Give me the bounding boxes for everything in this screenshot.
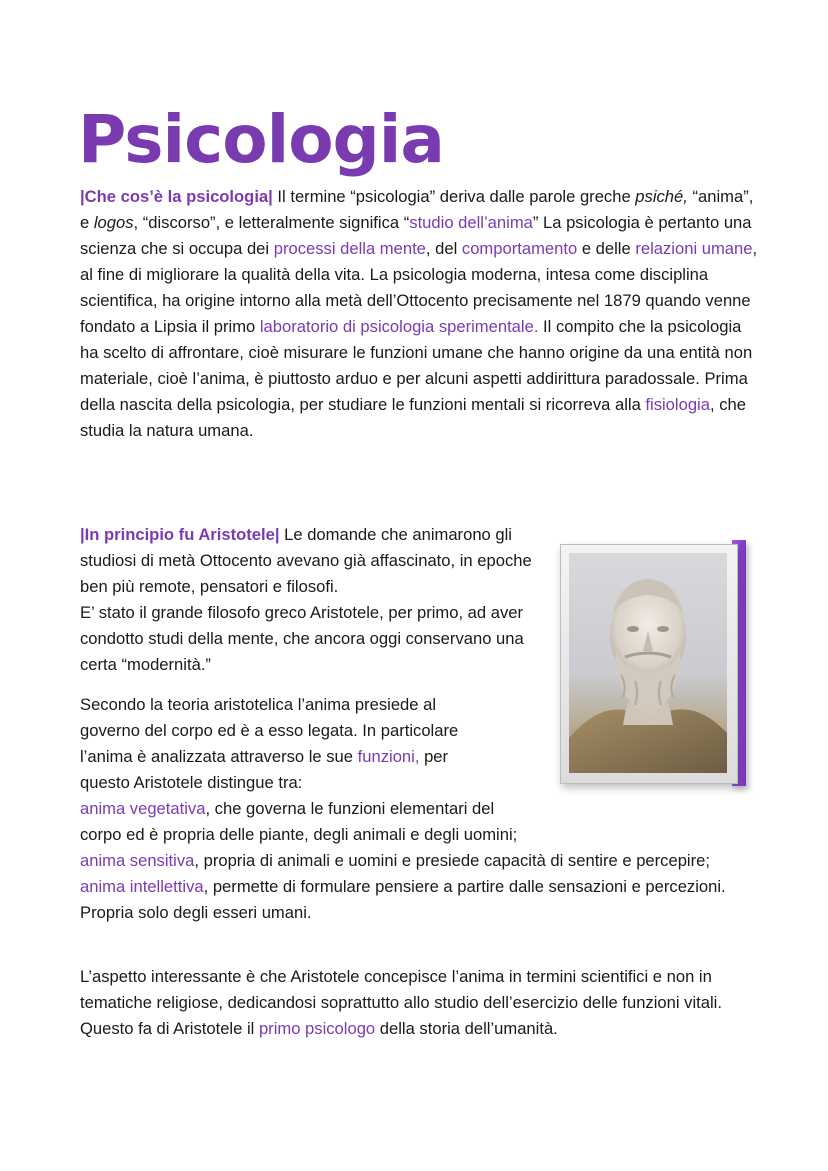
text: Secondo la teoria aristotelica l’anima presiede al governo del corpo ed è a esso legata. In particolare l’anima è analizzata attraverso le sue [80,695,459,766]
text: Il compito che la psicologia ha scelto di affrontare, cioè misurare le funzioni umane che hanno origine da una entità non materiale, cioè l’anima, è piuttosto arduo e per alcuni aspetti addirittura paradossale. Prima della nascita della psicologia, per studiare le funzioni mentali si ricorreva alla [80,317,753,414]
highlight-processi-mente: processi della mente [273,239,426,258]
paragraph-primo-psicologo [80,964,760,1042]
text: Il termine “psicologia” deriva dalle parole greche [272,187,636,206]
highlight-primo-psicologo: primo psicologo [258,1019,376,1038]
highlight-studio-anima: studio dell’anima [409,213,533,232]
aristotle-picture-frame [560,538,748,790]
paragraph-aristotele-intro [80,522,545,678]
text: “anima”, e [80,187,754,232]
text: , al fine di migliorare la qualità della vita. La psicologia moderna, intesa come disciplina scientifica, ha origine intorno alla metà dell’Ottocento precisamente nel 1879 quando venne fondato a Lipsia il primo [80,239,758,336]
aristotle-bust-icon [569,553,727,773]
text: , che governa le funzioni elementari del corpo ed è propria delle piante, degli animali e degli uomini; [80,799,518,844]
text: ” La psicologia è pertanto una scienza che si occupa dei [80,213,752,258]
highlight-anima-intellettiva: anima intellettiva [80,877,204,896]
highlight-relazioni-umane: relazioni umane [635,239,753,258]
section-heading-aristotele: |In principio fu Aristotele| [80,525,280,544]
text: e delle [577,239,636,258]
text: , che studia la natura umana. [80,395,746,440]
text-block [80,692,480,796]
term-psiche: psiché, [635,187,688,206]
list-item-sensitiva [80,848,760,874]
text: per questo Aristotele distingue tra: [80,747,449,792]
highlight-anima-vegetativa: anima vegetativa [80,799,206,818]
highlight-comportamento: comportamento [461,239,578,258]
frame-border [560,544,738,784]
text: , permette di formulare pensiere a partire dalle sensazioni e percezioni. Propria solo degli esseri umani. [80,877,726,922]
highlight-fisiologia: fisiologia [645,395,710,414]
highlight-anima-sensitiva: anima sensitiva [80,851,195,870]
text: della storia dell’umanità. [375,1019,558,1038]
term-logos: logos [93,213,134,232]
page-title: Psicologia [78,101,444,178]
aristotle-bust-photo [569,553,727,773]
text: L’aspetto interessante è che Aristotele concepisce l’anima in termini scientifici e non in tematiche religiose, dedicandosi soprattutto allo studio dell’esercizio delle funzioni vitali. Questo fa di Aristotele il [80,967,722,1038]
text: E’ stato il grande filosofo greco Aristotele, per primo, ad aver condotto studi della mente, che ancora oggi conservano una certa “modernità.” [80,603,524,674]
highlight-laboratorio: laboratorio di psicologia sperimentale. [259,317,539,336]
paragraph-che-cose-psicologia [80,184,760,444]
section-heading-che-cose: |Che cos’è la psicologia| [80,187,273,206]
text: , propria di animali e uomini e presiede capacità di sentire e percepire; [194,851,710,870]
text: , del [425,239,462,258]
list-item-intellettiva [80,874,760,926]
text: , “discorso”, e letteralmente significa “ [133,213,410,232]
list-item-vegetativa [80,796,540,848]
highlight-funzioni: funzioni, [357,747,420,766]
text: Le domande che animarono gli studiosi di metà Ottocento avevano già affascinato, in epoche ben più remote, pensatori e filosofi. [80,525,532,596]
